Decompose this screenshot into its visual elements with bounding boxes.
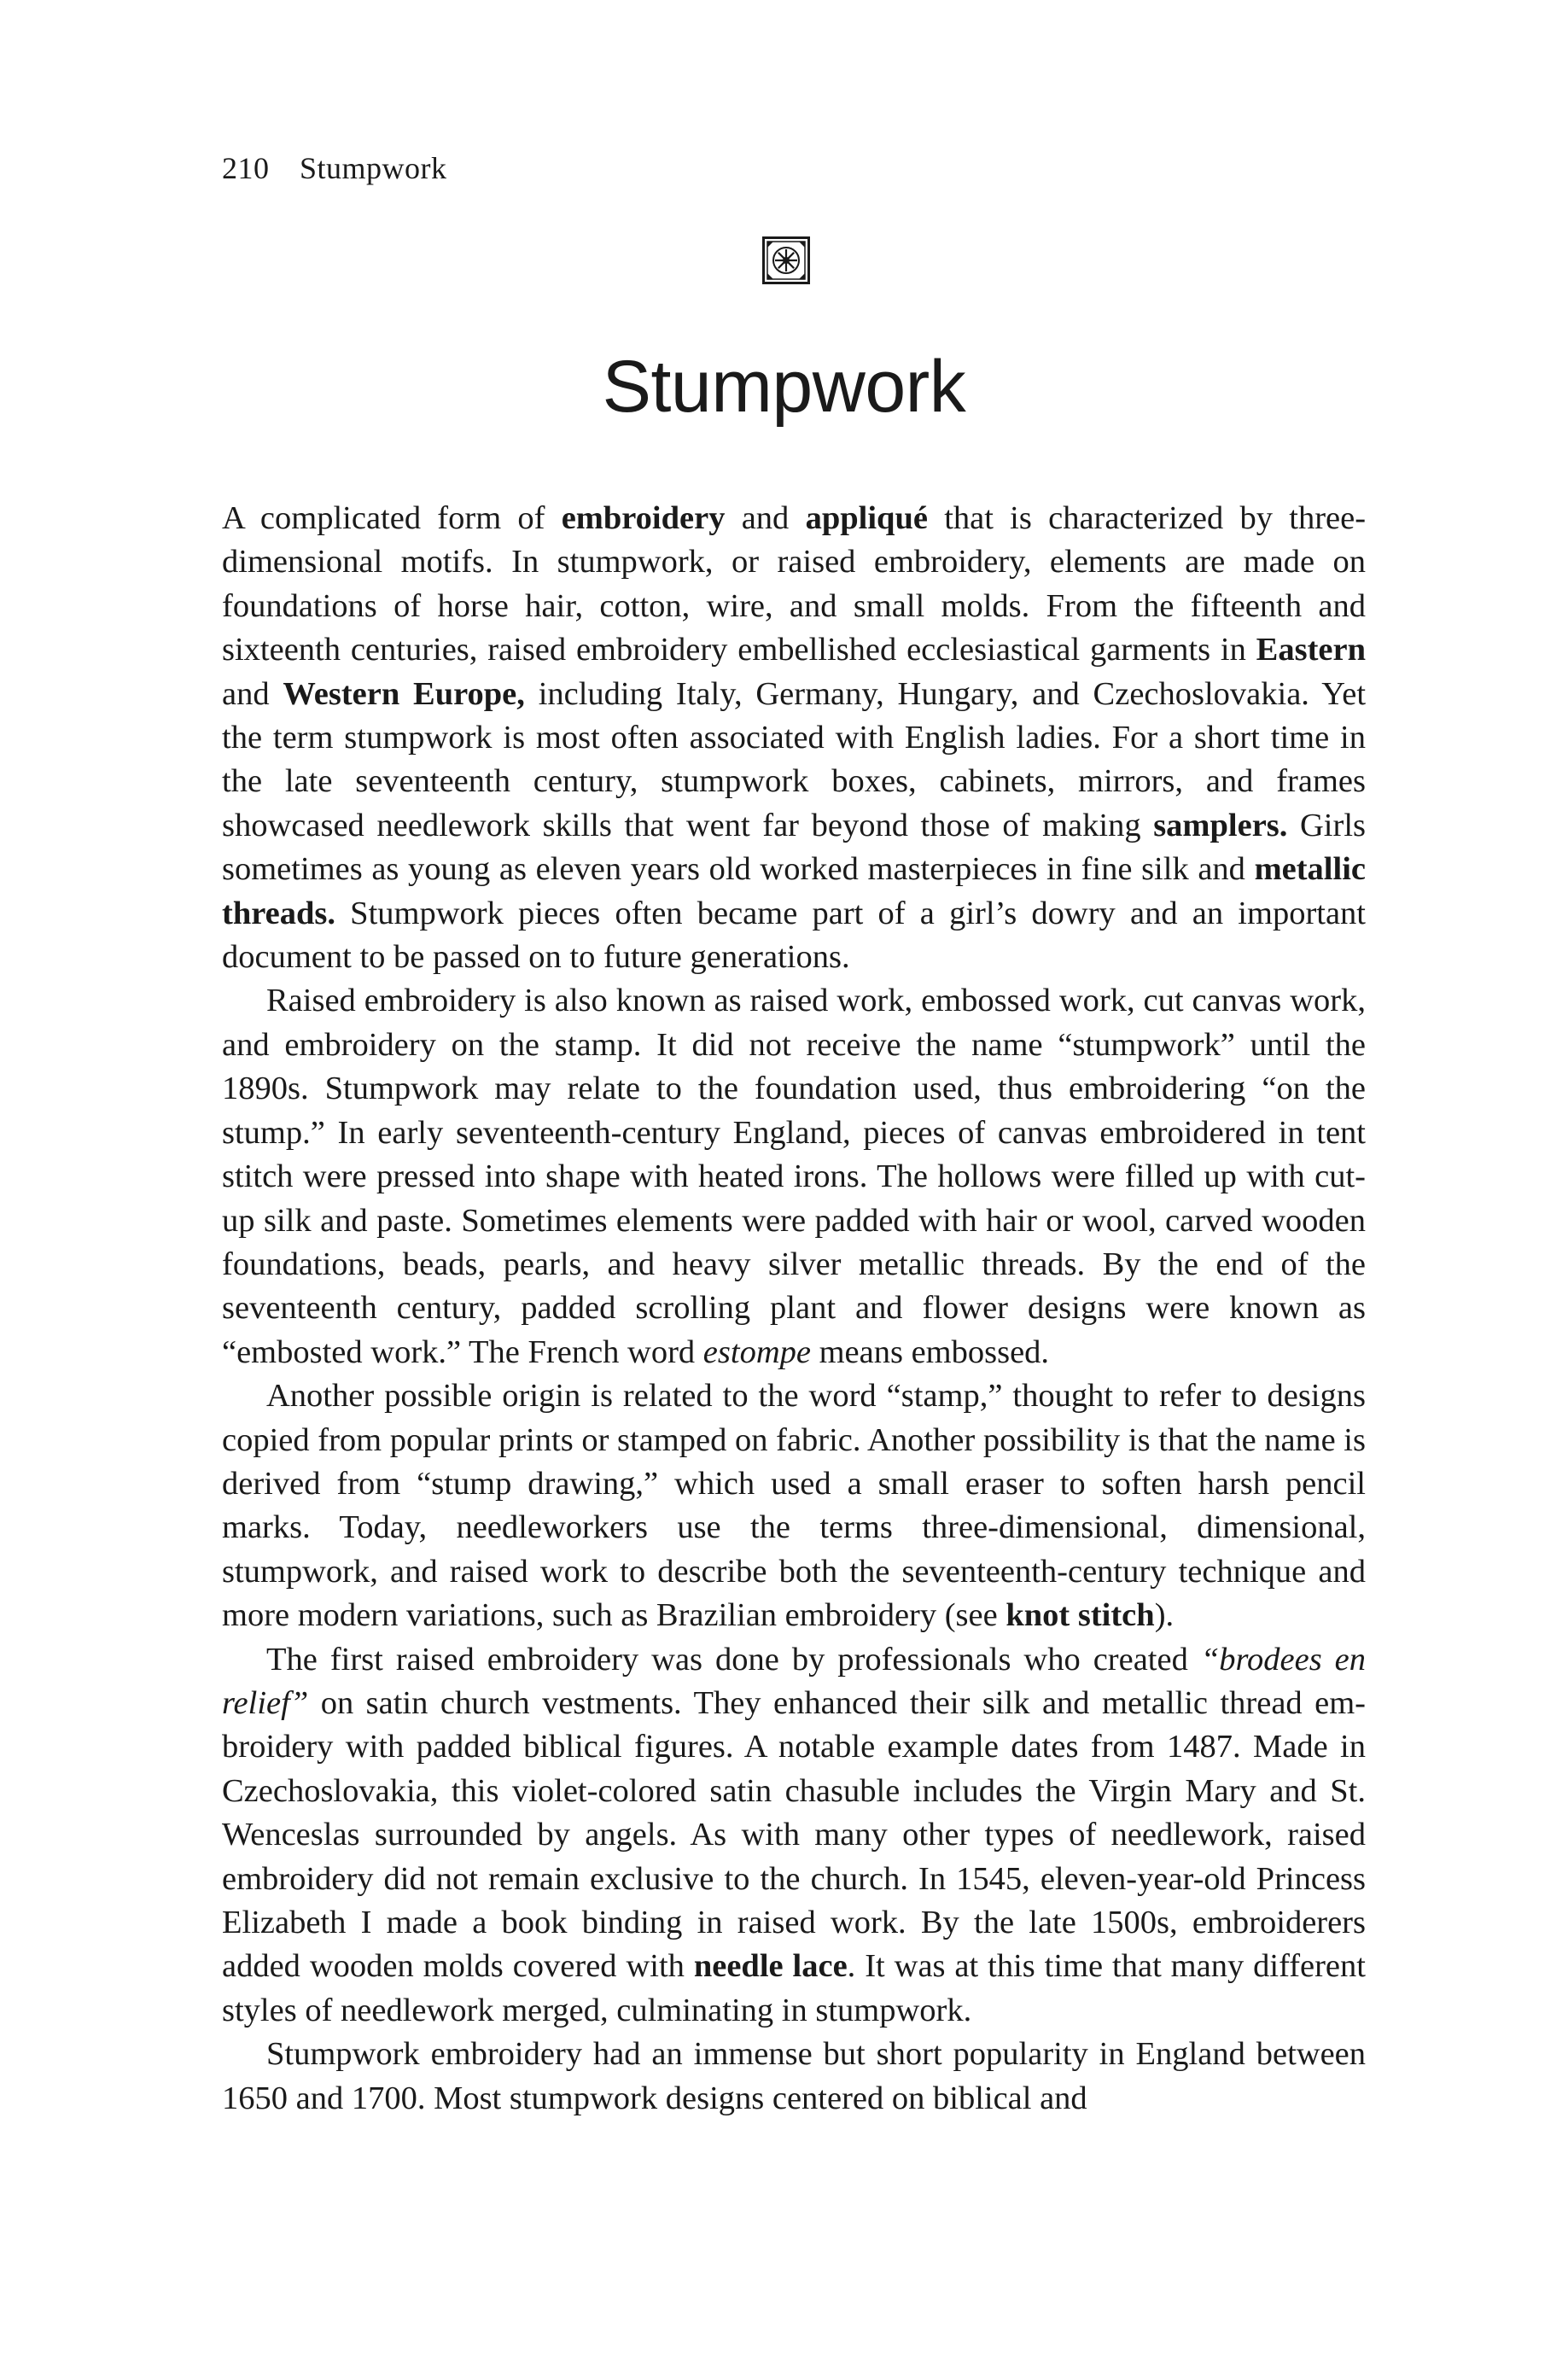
text-run: Another possible origin is related to the word “stamp,” thought to refer to designs copied from popular prints or stamped on fabric. Another possibility is that the name is derived from “stump drawing,” which used a small eraser to soften harsh pencil marks. Today, needleworkers use the terms three-dimensional, dimensional, stumpwork, and raised work to describe both the seventeenth-century technique and more modern variations, such as Brazilian embroidery (see: [222, 1378, 1366, 1634]
running-title: Stumpwork: [300, 151, 447, 185]
entry-title: Stumpwork: [602, 346, 966, 428]
cross-reference-term: Western Europe,: [283, 675, 525, 712]
paragraph: [222, 1374, 1366, 1637]
italic-term: “brodees en relief”: [222, 1641, 1366, 1721]
cross-reference-term: samplers.: [1153, 807, 1288, 843]
paragraph: [222, 1638, 1366, 2033]
cross-reference-term: embroidery: [561, 500, 726, 536]
text-run: Girls sometimes as young as eleven years old worked masterpieces in fine silk and: [222, 807, 1366, 888]
text-run: that is characterized by three-dimensional motifs. In stumpwork, or raised embroidery, elements are made on foundations of horse hair, cotton, wire, and small molds. From the fifteenth and sixteenth centuries, raised embroidery embellished ecclesiastical garments in: [222, 500, 1367, 668]
ornament-icon: [762, 236, 810, 284]
text-run: and: [725, 500, 806, 536]
text-run: ).: [1154, 1597, 1175, 1634]
cross-reference-term: knot stitch: [1006, 1597, 1155, 1634]
text-run: on satin church vestments. They enhanced their silk and metallic thread embroidery with padded biblical figures. A notable example dates from 1487. Made in Czechoslovakia, this violet-colored satin chasuble includes the Virgin Mary and St. Wenceslas surrounded by angels. As with many other types of needlework, raised embroidery did not remain exclusive to the church. In 1545, eleven-year-old Princess Elizabeth I made a book binding in raised work. By the late 1500s, embroiderers added wooden molds covered with: [222, 1684, 1366, 1985]
text-run: means embossed.: [810, 1333, 1050, 1370]
entry-body: [222, 497, 1366, 2121]
running-head: [222, 150, 447, 186]
paragraph: [222, 2033, 1366, 2121]
cross-reference-term: appliqué: [805, 500, 928, 536]
paragraph: [222, 497, 1366, 979]
text-run: including Italy, Germany, Hungary, and Czechoslovakia. Yet the term stumpwork is most often associated with English ladies. For a short time in the late seventeenth century, stumpwork boxes, cabinets, mirrors, and frames showcased needlework skills that went far beyond those of making: [222, 675, 1367, 843]
text-run: and: [222, 675, 283, 712]
text-run: . It was at this time that many different styles of needlework merged, culminating in stumpwork.: [222, 1948, 1366, 2028]
cross-reference-term: Eastern: [1256, 632, 1366, 668]
cross-reference-term: needle lace: [693, 1948, 848, 1985]
italic-term: estompe: [702, 1333, 811, 1370]
text-run: A complicated form of: [222, 500, 562, 536]
paragraph: [222, 979, 1366, 1374]
text-run: The first raised embroidery was done by professionals who created: [266, 1641, 1201, 1678]
page-number: 210: [222, 151, 270, 185]
cross-reference-term: metallic threads.: [222, 851, 1366, 931]
text-run: Stumpwork pieces often became part of a girl’s dowry and an important document to be passed on to future generations.: [222, 895, 1366, 976]
text-run: Raised embroidery is also known as raised work, embossed work, cut canvas work, and embroidery on the stamp. It did not receive the name “stumpwork” until the 1890s. Stumpwork may relate to the foundation used, thus embroidering “on the stump.” In early seventeenth-century England, pieces of canvas embroidered in tent stitch were pressed into shape with heated irons. The hollows were filled up with cut-up silk and paste. Sometimes elements were padded with hair or wool, carved wooden foundations, beads, pearls, and heavy silver metallic threads. By the end of the seventeenth century, padded scrolling plant and flower designs were known as “embosted work.” The French word: [222, 983, 1366, 1370]
text-run: Stumpwork embroidery had an immense but short popularity in England between 1650 and 1700. Most stumpwork designs centered on biblical and: [222, 2036, 1366, 2116]
